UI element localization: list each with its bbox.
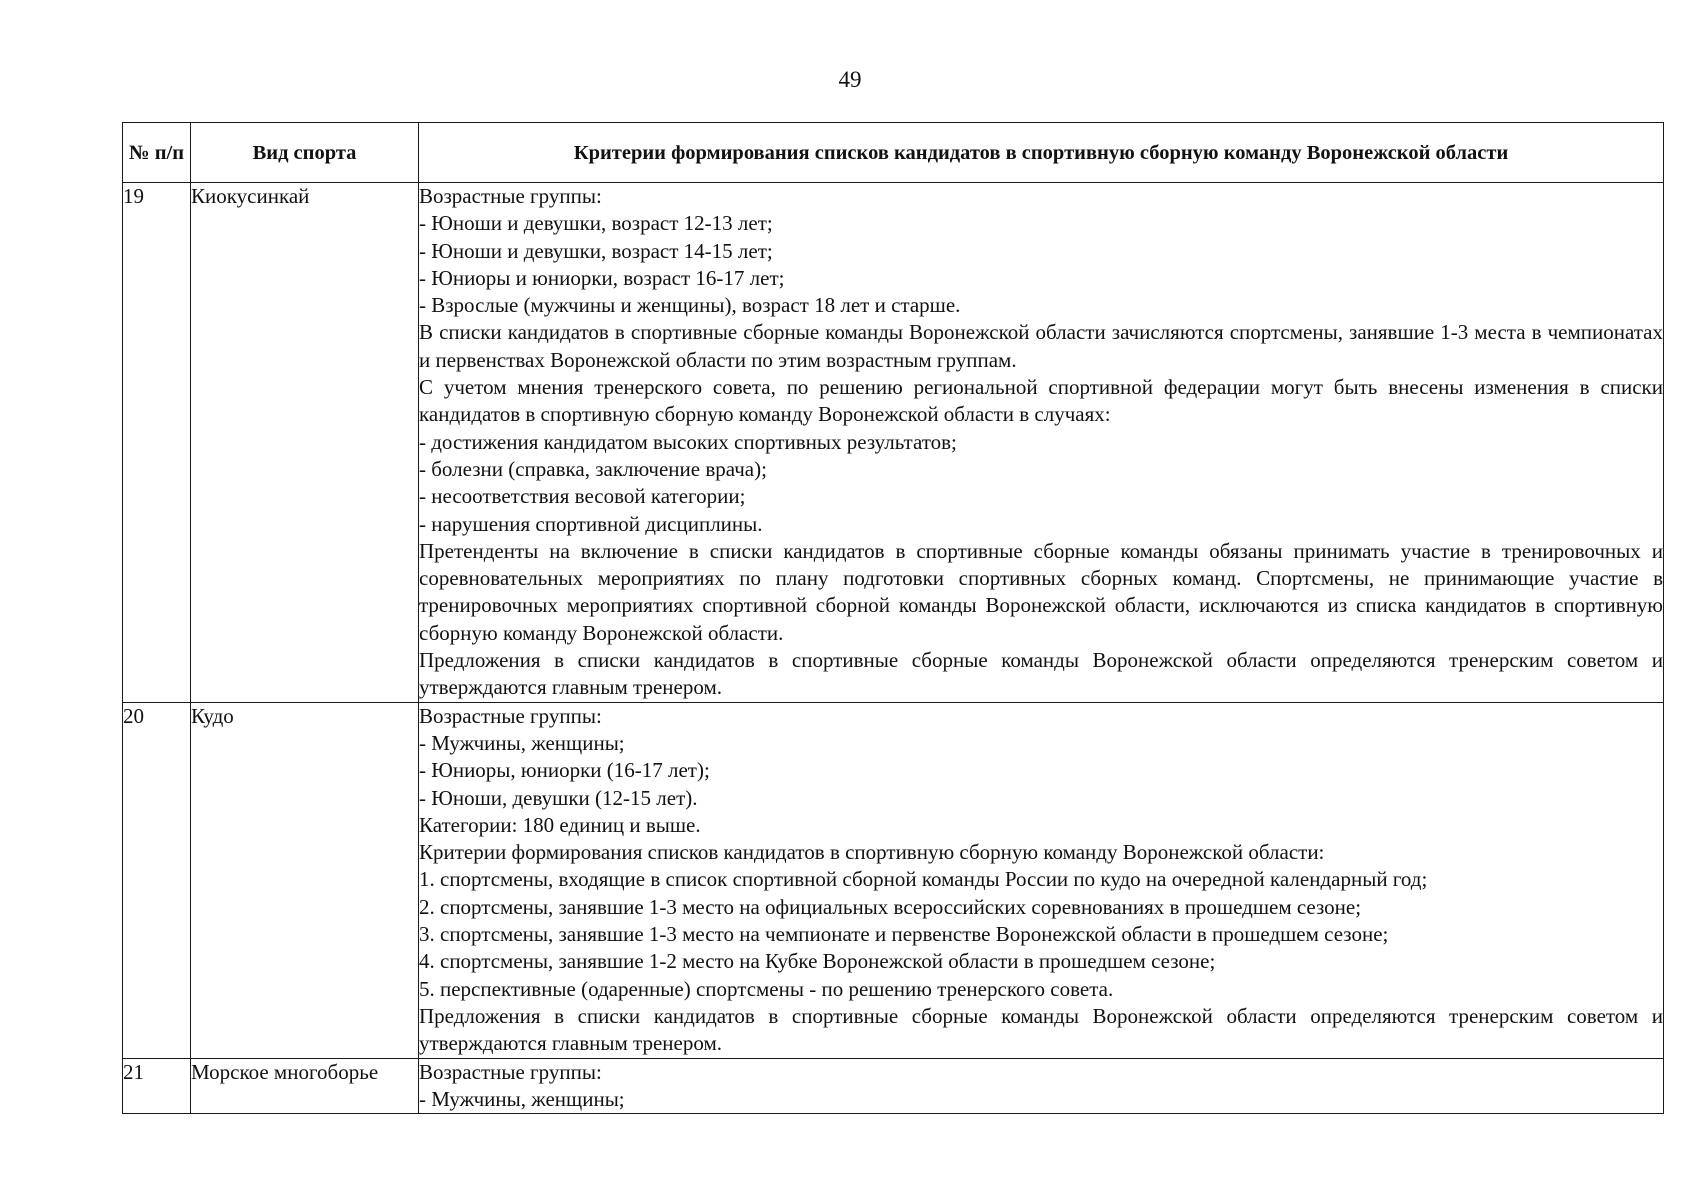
table-row bbox=[123, 183, 1664, 703]
criteria-line: - Взрослые (мужчины и женщины), возраст 18 лет и старше. bbox=[419, 293, 961, 318]
criteria-line: - Юноши, девушки (12-15 лет). bbox=[419, 785, 698, 810]
criteria-line: - достижения кандидатом высоких спортивных результатов; bbox=[419, 429, 957, 454]
criteria-line: - Мужчины, женщины; bbox=[419, 1086, 625, 1111]
criteria-line: - несоответствия весовой категории; bbox=[419, 484, 746, 509]
criteria-cell bbox=[419, 1058, 1664, 1114]
criteria-cell bbox=[419, 702, 1664, 1058]
sport-name: Кудо bbox=[191, 702, 419, 1058]
criteria-table bbox=[122, 122, 1664, 1114]
criteria-line: - Юноши и девушки, возраст 12-13 лет; bbox=[419, 211, 773, 236]
criteria-paragraph: Предложения в списки кандидатов в спортивные сборные команды Воронежской области определяются тренерским советом и утверждаются главным тренером. bbox=[419, 648, 1663, 700]
criteria-line: Критерии формирования списков кандидатов в спортивную сборную команду Воронежской области: bbox=[419, 840, 1325, 865]
page-number: 49 bbox=[838, 67, 862, 92]
criteria-line: 2. спортсмены, занявшие 1-3 место на официальных всероссийских соревнованиях в прошедшем сезоне; bbox=[419, 894, 1362, 919]
criteria-cell bbox=[419, 183, 1664, 703]
criteria-line: - Юниоры и юниорки, возраст 16-17 лет; bbox=[419, 265, 785, 290]
criteria-line: 1. спортсмены, входящие в список спортивной сборной команды России по кудо на очередной календарный год; bbox=[419, 867, 1428, 892]
criteria-paragraph: Предложения в списки кандидатов в спортивные сборные команды Воронежской области определяются тренерским советом и утверждаются главным тренером. bbox=[419, 1003, 1663, 1056]
criteria-line: - нарушения спортивной дисциплины. bbox=[419, 511, 763, 536]
criteria-paragraph: Претенденты на включение в списки кандидатов в спортивные сборные команды обязаны принимать участие в тренировочных и соревновательных мероприятиях по плану подготовки спортивных сборных команд. Спортсмены, не принимающие участие в тренировочных мероприятиях спортивной сборной команды Воронежской области, исключаются из списка кандидатов в спортивную сборную команду Воронежской области. bbox=[419, 538, 1663, 645]
header-number: № п/п bbox=[123, 123, 191, 183]
row-number: 19 bbox=[123, 183, 191, 703]
criteria-line: - Юниоры, юниорки (16-17 лет); bbox=[419, 758, 710, 783]
criteria-line: Возрастные группы: bbox=[419, 1059, 602, 1084]
criteria-line: 5. перспективные (одаренные) спортсмены - по решению тренерского совета. bbox=[419, 976, 1114, 1001]
row-number: 20 bbox=[123, 702, 191, 1058]
criteria-line: - болезни (справка, заключение врача); bbox=[419, 456, 767, 481]
table-row bbox=[123, 1058, 1664, 1114]
table-header-row bbox=[123, 123, 1664, 183]
table-row bbox=[123, 702, 1664, 1058]
criteria-line: 3. спортсмены, занявшие 1-3 место на чемпионате и первенстве Воронежской области в прошедшем сезоне; bbox=[419, 922, 1389, 947]
criteria-line: Возрастные группы: bbox=[419, 184, 602, 208]
criteria-paragraph: В списки кандидатов в спортивные сборные команды Воронежской области зачисляются спортсмены, занявшие 1-3 места в чемпионатах и первенствах Воронежской области по этим возрастным группам. bbox=[419, 320, 1663, 372]
header-criteria: Критерии формирования списков кандидатов в спортивную сборную команду Воронежской области bbox=[419, 123, 1664, 183]
sport-name: Морское многоборье bbox=[191, 1058, 419, 1114]
criteria-line: 4. спортсмены, занявшие 1-2 место на Кубке Воронежской области в прошедшем сезоне; bbox=[419, 949, 1216, 974]
sport-name: Киокусинкай bbox=[191, 183, 419, 703]
row-number: 21 bbox=[123, 1058, 191, 1114]
criteria-paragraph: С учетом мнения тренерского совета, по решению региональной спортивной федерации могут быть внесены изменения в списки кандидатов в спортивную сборную команду Воронежской области в случаях: bbox=[419, 375, 1663, 427]
criteria-line: - Мужчины, женщины; bbox=[419, 730, 625, 755]
criteria-line: - Юноши и девушки, возраст 14-15 лет; bbox=[419, 238, 773, 263]
table-body bbox=[123, 183, 1664, 1114]
criteria-line: Возрастные группы: bbox=[419, 703, 602, 728]
criteria-line: Категории: 180 единиц и выше. bbox=[419, 812, 701, 837]
header-sport: Вид спорта bbox=[191, 123, 419, 183]
